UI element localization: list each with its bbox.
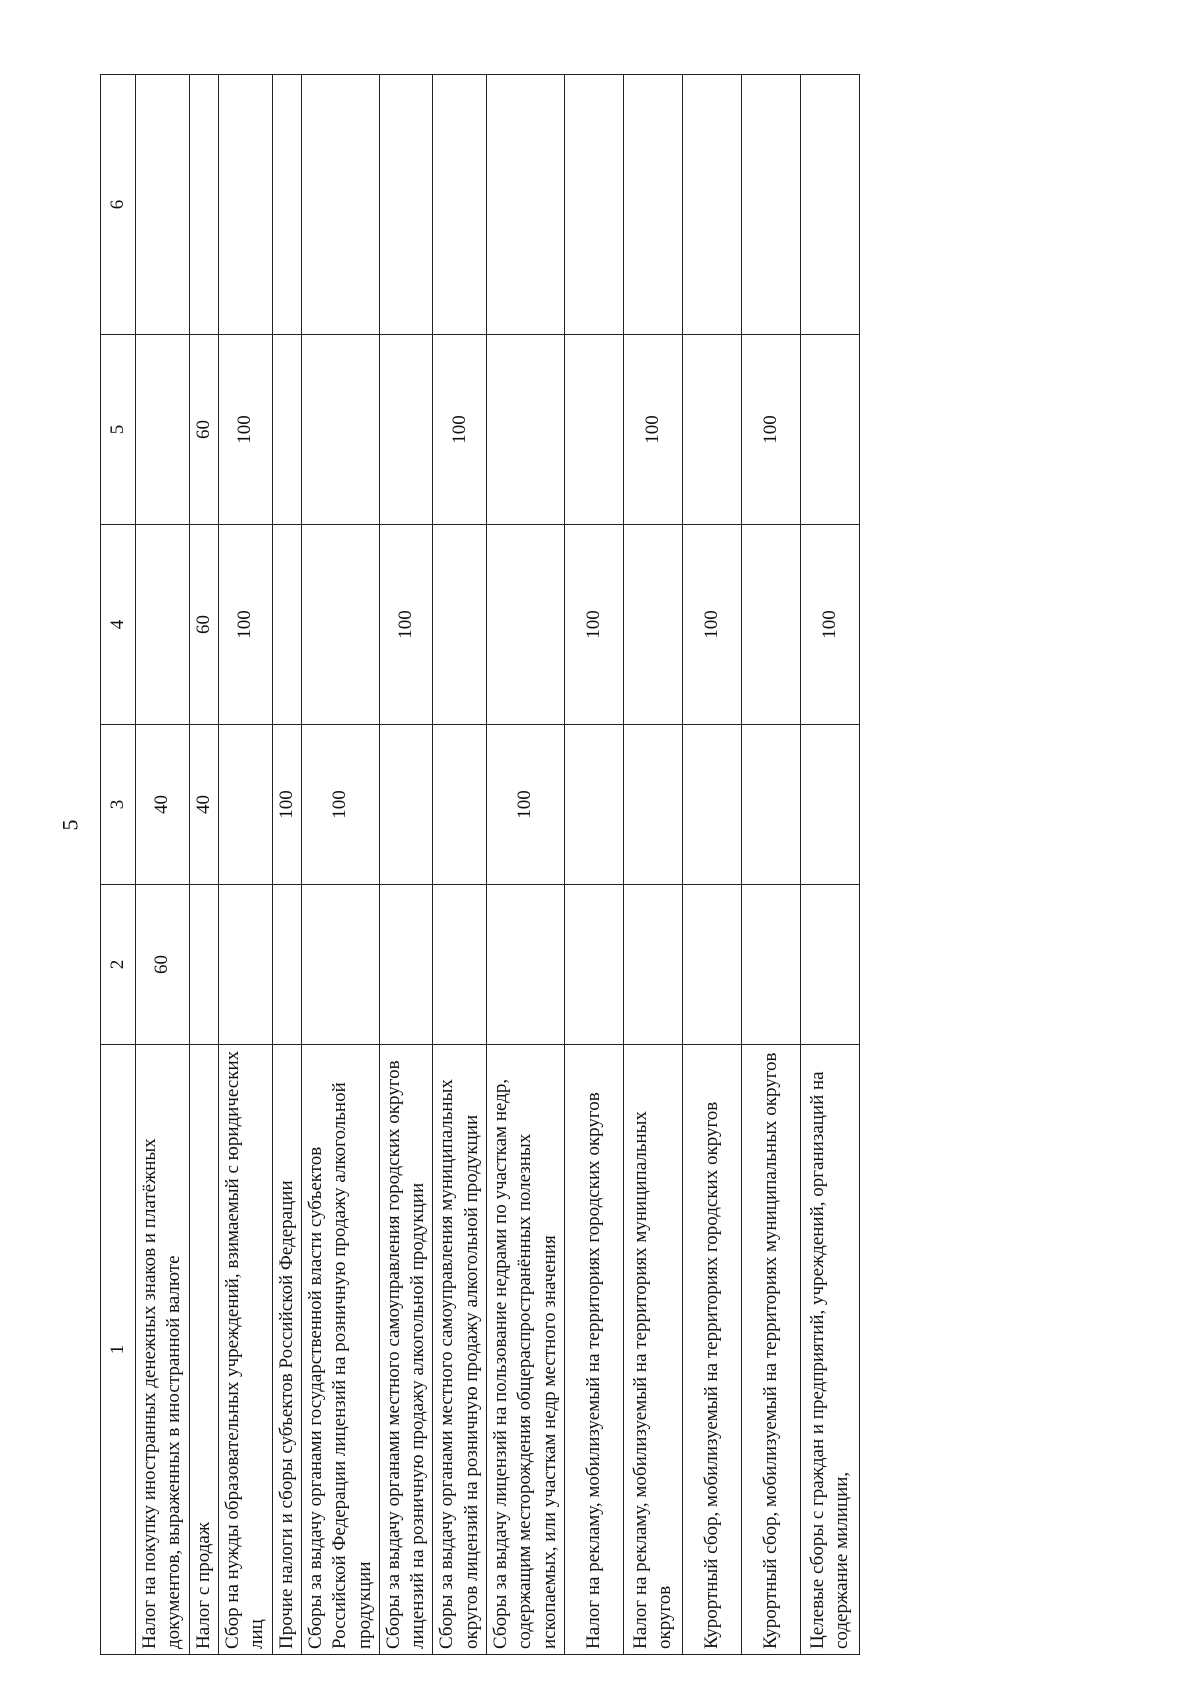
header-col-1: 1: [101, 1045, 136, 1655]
value-col-4: 100: [565, 525, 624, 725]
header-row: [101, 75, 136, 1655]
value-col-2: [433, 885, 487, 1045]
header-col-4: 4: [101, 525, 136, 725]
value-col-3: 100: [487, 725, 565, 885]
value-col-2: [189, 885, 218, 1045]
value-col-5: [487, 335, 565, 525]
tax-name: Налог с продаж: [189, 1045, 218, 1655]
header-col-5: 5: [101, 335, 136, 525]
value-col-4: 100: [218, 525, 272, 725]
value-col-5: [301, 335, 379, 525]
tax-name: Сборы за выдачу лицензий на пользование недрами по участкам недр, содержащим месторождения общераспространённых полезных ископаемых, или участкам недр местного значения: [487, 1045, 565, 1655]
value-col-5: 100: [218, 335, 272, 525]
value-col-6: [801, 75, 860, 335]
tax-name: Налог на рекламу, мобилизуемый на территориях муниципальных округов: [624, 1045, 683, 1655]
value-col-3: [683, 725, 742, 885]
value-col-6: [565, 75, 624, 335]
value-col-5: 60: [189, 335, 218, 525]
tax-name: Сборы за выдачу органами государственной власти субъектов Российской Федерации лицензий на розничную продажу алкогольной продукции: [301, 1045, 379, 1655]
table-row: [683, 75, 742, 1655]
value-col-6: [136, 75, 190, 335]
value-col-3: 100: [272, 725, 301, 885]
value-col-5: 100: [742, 335, 801, 525]
value-col-6: [433, 75, 487, 335]
value-col-6: [301, 75, 379, 335]
value-col-4: [272, 525, 301, 725]
value-col-2: [301, 885, 379, 1045]
value-col-3: [218, 725, 272, 885]
value-col-2: [379, 885, 433, 1045]
value-col-3: 40: [136, 725, 190, 885]
page-number: 5: [57, 819, 83, 831]
table-row: [218, 75, 272, 1655]
table-row: [189, 75, 218, 1655]
value-col-4: [742, 525, 801, 725]
table-row: [433, 75, 487, 1655]
tax-name: Сборы за выдачу органами местного самоуправления муниципальных округов лицензий на розничную продажу алкогольной продукции: [433, 1045, 487, 1655]
value-col-3: [624, 725, 683, 885]
table-row: [487, 75, 565, 1655]
value-col-5: 100: [433, 335, 487, 525]
value-col-4: [487, 525, 565, 725]
value-col-2: [565, 885, 624, 1045]
tax-name: Сборы за выдачу органами местного самоуправления городских округов лицензий на розничную продажу алкогольной продукции: [379, 1045, 433, 1655]
value-col-4: 100: [379, 525, 433, 725]
header-col-2: 2: [101, 885, 136, 1045]
value-col-3: [742, 725, 801, 885]
value-col-5: [683, 335, 742, 525]
value-col-6: [624, 75, 683, 335]
table-row: [565, 75, 624, 1655]
table-row: [301, 75, 379, 1655]
rotated-table-container: [100, 75, 1060, 1655]
value-col-5: [565, 335, 624, 525]
table-row: [272, 75, 301, 1655]
value-col-6: [379, 75, 433, 335]
value-col-4: [624, 525, 683, 725]
value-col-4: 100: [683, 525, 742, 725]
value-col-2: [683, 885, 742, 1045]
value-col-4: [136, 525, 190, 725]
value-col-6: [189, 75, 218, 335]
tax-name: Целевые сборы с граждан и предприятий, учреждений, организаций на содержание милиции,: [801, 1045, 860, 1655]
tax-name: Курортный сбор, мобилизуемый на территориях муниципальных округов: [742, 1045, 801, 1655]
value-col-6: [742, 75, 801, 335]
value-col-2: [218, 885, 272, 1045]
value-col-3: [379, 725, 433, 885]
value-col-2: [272, 885, 301, 1045]
value-col-2: [624, 885, 683, 1045]
header-col-6: 6: [101, 75, 136, 335]
value-col-4: [433, 525, 487, 725]
value-col-4: [301, 525, 379, 725]
header-col-3: 3: [101, 725, 136, 885]
tax-name: Налог на рекламу, мобилизуемый на территориях городских округов: [565, 1045, 624, 1655]
table-row: [624, 75, 683, 1655]
value-col-5: [136, 335, 190, 525]
value-col-3: [433, 725, 487, 885]
tax-name: Прочие налоги и сборы субъектов Российской Федерации: [272, 1045, 301, 1655]
value-col-2: [742, 885, 801, 1045]
value-col-6: [272, 75, 301, 335]
value-col-3: 40: [189, 725, 218, 885]
table-row: [379, 75, 433, 1655]
value-col-5: [379, 335, 433, 525]
tax-name: Сбор на нужды образовательных учреждений, взимаемый с юридических лиц: [218, 1045, 272, 1655]
table-row: [801, 75, 860, 1655]
value-col-5: [272, 335, 301, 525]
value-col-6: [683, 75, 742, 335]
tax-name: Курортный сбор, мобилизуемый на территориях городских округов: [683, 1045, 742, 1655]
value-col-5: [801, 335, 860, 525]
value-col-4: 100: [801, 525, 860, 725]
value-col-3: 100: [301, 725, 379, 885]
table-row: [136, 75, 190, 1655]
value-col-5: 100: [624, 335, 683, 525]
value-col-3: [801, 725, 860, 885]
tax-name: Налог на покупку иностранных денежных знаков и платёжных документов, выраженных в иностранной валюте: [136, 1045, 190, 1655]
value-col-2: 60: [136, 885, 190, 1045]
value-col-6: [218, 75, 272, 335]
value-col-2: [801, 885, 860, 1045]
value-col-3: [565, 725, 624, 885]
value-col-2: [487, 885, 565, 1045]
value-col-6: [487, 75, 565, 335]
table-row: [742, 75, 801, 1655]
tax-distribution-table: [100, 74, 860, 1655]
value-col-4: 60: [189, 525, 218, 725]
